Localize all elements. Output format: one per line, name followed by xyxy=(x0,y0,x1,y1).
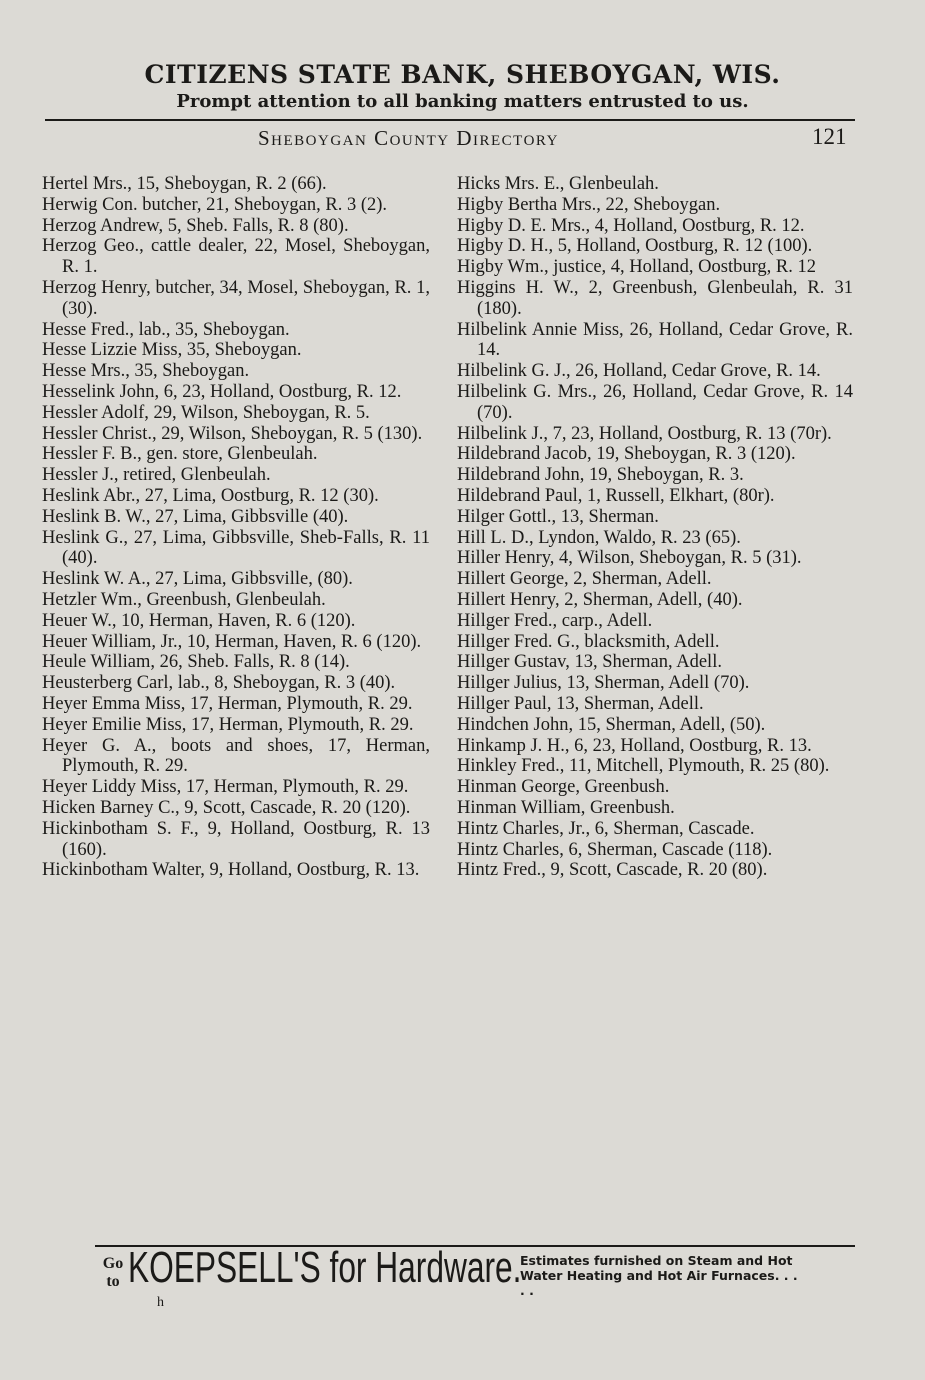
directory-entry: Heslink W. A., 27, Lima, Gibbsville, (80). xyxy=(42,569,353,590)
directory-entry: Higby Wm., justice, 4, Holland, Oostburg, R. 12 xyxy=(457,257,817,278)
right-column xyxy=(457,174,853,881)
directory-entry: Hinman George, Greenbush. xyxy=(457,777,670,798)
directory-entry: Hinman William, Greenbush. xyxy=(457,797,675,818)
directory-entry: Hessler Adolf, 29, Wilson, Sheboygan, R. 5. xyxy=(42,402,370,423)
directory-entry: Hiller Henry, 4, Wilson, Sheboygan, R. 5 (31). xyxy=(457,548,802,569)
directory-entry: Hicken Barney C., 9, Scott, Cascade, R. 20 (120). xyxy=(42,797,411,818)
running-title: Sheboygan County Directory xyxy=(258,126,559,150)
footer-mark: h xyxy=(157,1295,164,1310)
directory-entry: Hilbelink G. J., 26, Holland, Cedar Grove, R. 14. xyxy=(457,361,821,382)
directory-entry: Hesselink John, 6, 23, Holland, Oostburg, R. 12. xyxy=(42,381,402,402)
directory-entry: Hicks Mrs. E., Glenbeulah. xyxy=(457,174,659,194)
directory-entry: Hilger Gottl., 13, Sherman. xyxy=(457,506,659,527)
directory-entry: Hintz Fred., 9, Scott, Cascade, R. 20 (80). xyxy=(457,860,768,881)
directory-entry: Heuer W., 10, Herman, Haven, R. 6 (120). xyxy=(42,610,356,631)
directory-entry: Hilbelink J., 7, 23, Holland, Oostburg, R. 13 (70r). xyxy=(457,423,832,444)
estimates-text: Estimates furnished on Steam and Hot Water Heating and Hot Air Furnaces. . . . . xyxy=(520,1253,798,1298)
directory-entry: Heyer Emilie Miss, 17, Herman, Plymouth, R. 29. xyxy=(42,714,414,735)
directory-entry: Hindchen John, 15, Sherman, Adell, (50). xyxy=(457,714,766,735)
directory-entry: Hickinbotham S. F., 9, Holland, Oostburg, R. 13 (160). xyxy=(42,818,430,860)
directory-entry: Hickinbotham Walter, 9, Holland, Oostburg, R. 13. xyxy=(42,860,420,881)
directory-entry: Heyer G. A., boots and shoes, 17, Herman, Plymouth, R. 29. xyxy=(42,735,430,777)
directory-entry: Hildebrand Jacob, 19, Sheboygan, R. 3 (120). xyxy=(457,444,796,465)
directory-entry: Hesse Mrs., 35, Sheboygan. xyxy=(42,361,250,382)
bank-header: CITIZENS STATE BANK, SHEBOYGAN, WIS. xyxy=(144,60,781,89)
directory-entry: Herzog Henry, butcher, 34, Mosel, Sheboygan, R. 1, (30). xyxy=(42,277,430,319)
directory-entry: Hinkamp J. H., 6, 23, Holland, Oostburg, R. 13. xyxy=(457,735,812,756)
directory-entry: Heslink G., 27, Lima, Gibbsville, Sheb-Falls, R. 11 (40). xyxy=(42,527,430,569)
directory-entry: Hildebrand Paul, 1, Russell, Elkhart, (80r). xyxy=(457,485,775,506)
directory-entry: Hildebrand John, 19, Sheboygan, R. 3. xyxy=(457,465,744,486)
page-number: 121 xyxy=(812,124,847,149)
directory-entry: Hillert Henry, 2, Sherman, Adell, (40). xyxy=(457,589,743,610)
koepsell-ad-title: KOEPSELL'S for Hardware. xyxy=(128,1243,522,1292)
directory-entry: Heusterberg Carl, lab., 8, Sheboygan, R. 3 (40). xyxy=(42,673,396,694)
directory-entry: Hessler J., retired, Glenbeulah. xyxy=(42,465,271,486)
directory-entry: Higby D. E. Mrs., 4, Holland, Oostburg, R. 12. xyxy=(457,215,805,236)
directory-entry: Hillger Paul, 13, Sherman, Adell. xyxy=(457,693,704,714)
directory-entry: Hillger Fred. G., blacksmith, Adell. xyxy=(457,631,720,652)
directory-entry: Hinkley Fred., 11, Mitchell, Plymouth, R. 25 (80). xyxy=(457,756,830,777)
directory-entry: Hetzler Wm., Greenbush, Glenbeulah. xyxy=(42,589,326,610)
directory-entry: Heule William, 26, Sheb. Falls, R. 8 (14). xyxy=(42,652,350,673)
directory-entry: Higby D. H., 5, Holland, Oostburg, R. 12 (100). xyxy=(457,236,813,257)
directory-entry: Hertel Mrs., 15, Sheboygan, R. 2 (66). xyxy=(42,174,327,194)
directory-entry: Heuer William, Jr., 10, Herman, Haven, R. 6 (120). xyxy=(42,631,422,652)
bank-tagline: Prompt attention to all banking matters entrusted to us. xyxy=(176,91,749,112)
directory-entry: Hill L. D., Lyndon, Waldo, R. 23 (65). xyxy=(457,527,741,548)
directory-entry: Hesse Lizzie Miss, 35, Sheboygan. xyxy=(42,340,302,361)
directory-entry: Hillger Gustav, 13, Sherman, Adell. xyxy=(457,652,722,673)
directory-entry: Higgins H. W., 2, Greenbush, Glenbeulah, R. 31 (180). xyxy=(457,277,853,319)
directory-entry: Herwig Con. butcher, 21, Sheboygan, R. 3 (2). xyxy=(42,194,388,215)
directory-entry: Heslink Abr., 27, Lima, Oostburg, R. 12 (30). xyxy=(42,485,379,506)
directory-entry: Hessler F. B., gen. store, Glenbeulah. xyxy=(42,444,318,465)
header-rule xyxy=(45,119,855,121)
directory-entry: Herzog Geo., cattle dealer, 22, Mosel, Sheboygan, R. 1. xyxy=(42,236,430,278)
directory-entry: Heyer Liddy Miss, 17, Herman, Plymouth, R. 29. xyxy=(42,777,409,798)
directory-entry: Herzog Andrew, 5, Sheb. Falls, R. 8 (80). xyxy=(42,215,349,236)
directory-entry: Hillger Fred., carp., Adell. xyxy=(457,610,653,631)
directory-entry: Higby Bertha Mrs., 22, Sheboygan. xyxy=(457,194,721,215)
directory-entry: Heyer Emma Miss, 17, Herman, Plymouth, R. 29. xyxy=(42,693,413,714)
directory-entry: Hilbelink G. Mrs., 26, Holland, Cedar Grove, R. 14 (70). xyxy=(457,381,853,423)
go-to-label: Go to xyxy=(102,1255,124,1290)
directory-entry: Hillger Julius, 13, Sherman, Adell (70). xyxy=(457,673,750,694)
left-column xyxy=(42,174,430,881)
directory-entry: Hilbelink Annie Miss, 26, Holland, Cedar Grove, R. 14. xyxy=(457,319,853,361)
directory-entry: Hessler Christ., 29, Wilson, Sheboygan, R. 5 (130). xyxy=(42,423,423,444)
directory-entry: Hillert George, 2, Sherman, Adell. xyxy=(457,569,712,590)
directory-entry: Heslink B. W., 27, Lima, Gibbsville (40). xyxy=(42,506,349,527)
directory-entry: Hintz Charles, Jr., 6, Sherman, Cascade. xyxy=(457,818,755,839)
directory-entry: Hesse Fred., lab., 35, Sheboygan. xyxy=(42,319,290,340)
directory-entry: Hintz Charles, 6, Sherman, Cascade (118). xyxy=(457,839,773,860)
